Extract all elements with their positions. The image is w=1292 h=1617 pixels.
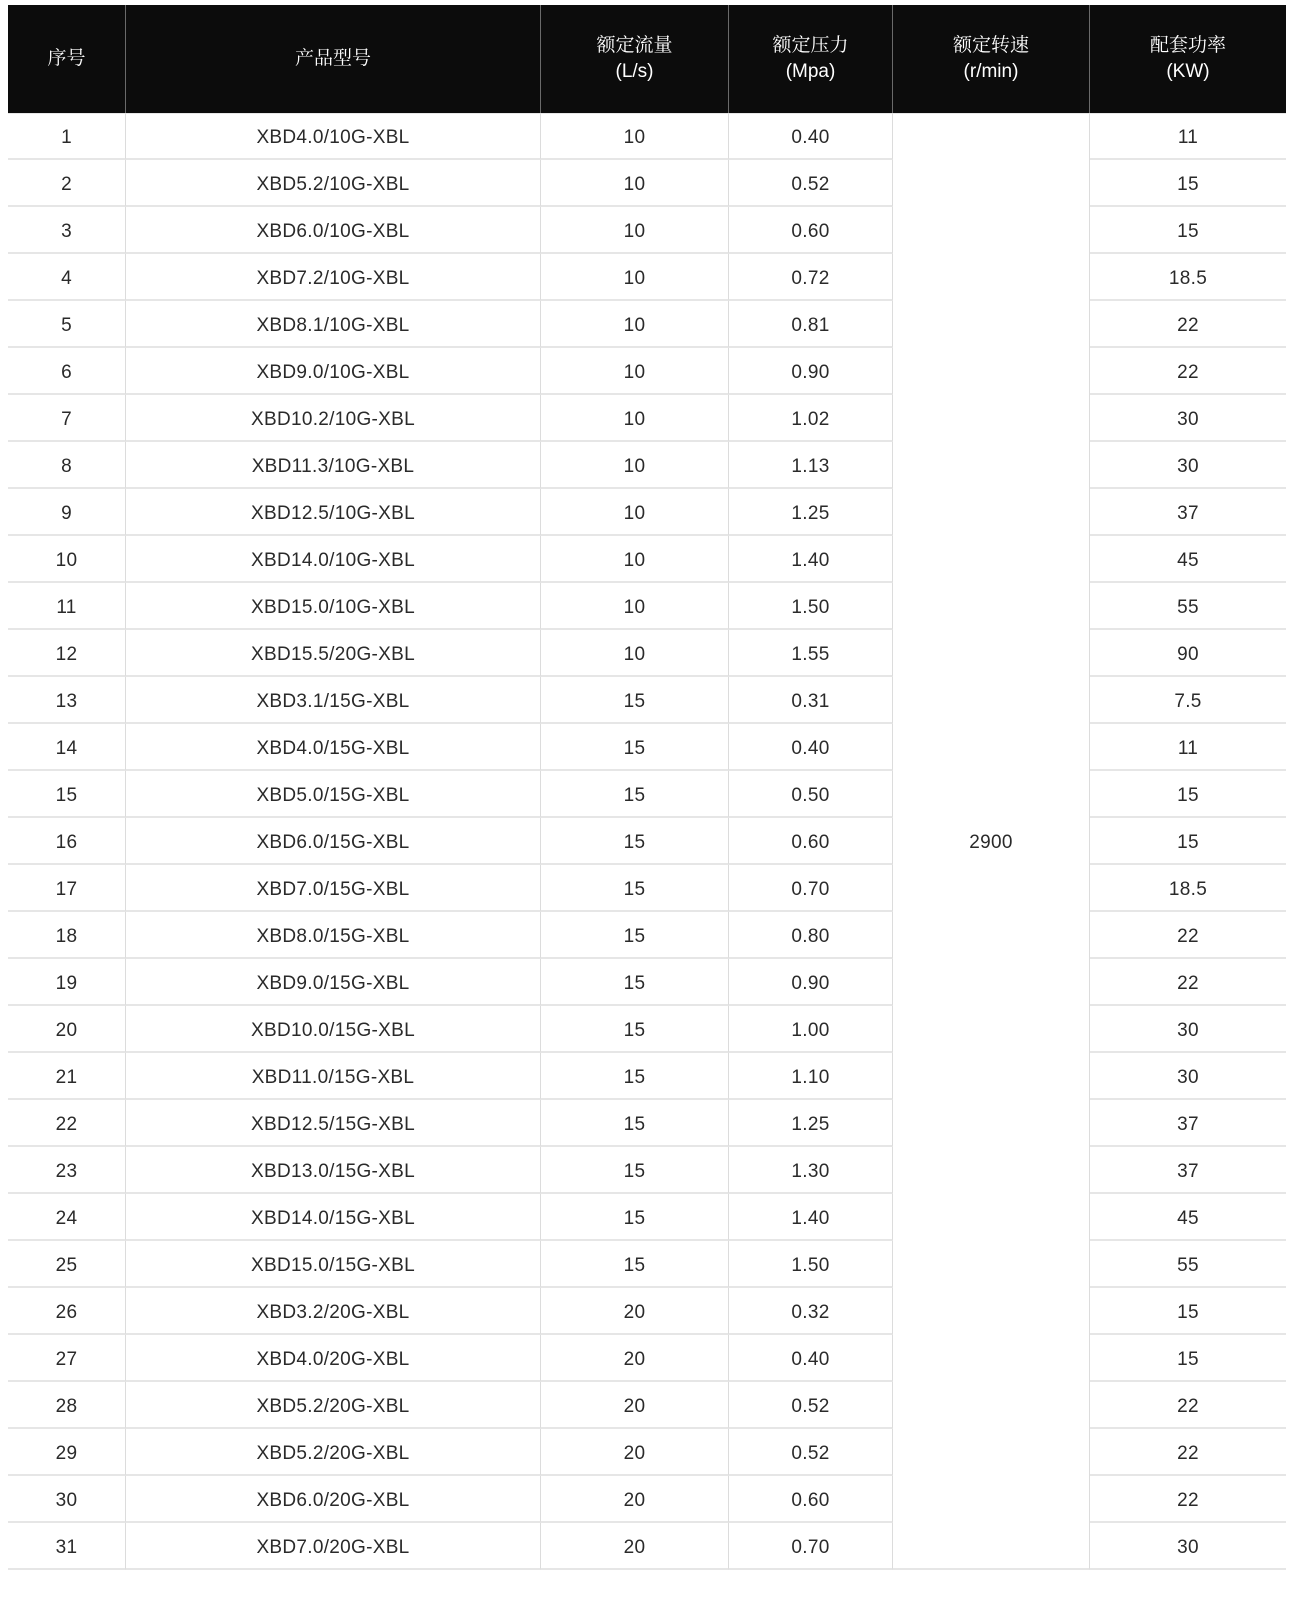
rated-flow-cell: 20: [541, 1382, 729, 1429]
rated-speed-cell: 2900: [893, 113, 1090, 1570]
rated-pressure-cell: 1.50: [729, 1241, 893, 1288]
header-unit: (Mpa): [785, 61, 836, 82]
model-cell: XBD10.2/10G-XBL: [126, 395, 541, 442]
rated-flow-cell: 20: [541, 1335, 729, 1382]
model-cell: XBD13.0/15G-XBL: [126, 1147, 541, 1194]
serial-no-cell: 13: [8, 677, 126, 724]
rated-pressure-cell: 0.81: [729, 301, 893, 348]
serial-no-cell: 12: [8, 630, 126, 677]
matching-power-cell: 18.5: [1090, 254, 1286, 301]
table-row: [8, 442, 1286, 489]
spec-table-container: [8, 5, 1286, 1570]
table-row: [8, 1147, 1286, 1194]
serial-no-cell: 9: [8, 489, 126, 536]
serial-no-cell: 4: [8, 254, 126, 301]
rated-pressure-cell: 1.50: [729, 583, 893, 630]
serial-no-cell: 20: [8, 1006, 126, 1053]
table-row: [8, 865, 1286, 912]
table-row: [8, 1194, 1286, 1241]
matching-power-cell: 22: [1090, 959, 1286, 1006]
rated-flow-cell: 10: [541, 113, 729, 160]
rated-pressure-cell: 1.40: [729, 1194, 893, 1241]
rated-flow-cell: 10: [541, 442, 729, 489]
table-row: [8, 1476, 1286, 1523]
header-label: 配套功率: [1149, 35, 1226, 56]
header-rated-speed: [893, 5, 1090, 113]
matching-power-cell: 15: [1090, 771, 1286, 818]
rated-pressure-cell: 0.52: [729, 1382, 893, 1429]
rated-flow-cell: 15: [541, 959, 729, 1006]
matching-power-cell: 37: [1090, 1147, 1286, 1194]
matching-power-cell: 22: [1090, 912, 1286, 959]
serial-no-cell: 21: [8, 1053, 126, 1100]
serial-no-cell: 23: [8, 1147, 126, 1194]
serial-no-cell: 31: [8, 1523, 126, 1570]
rated-pressure-cell: 0.72: [729, 254, 893, 301]
rated-pressure-cell: 0.31: [729, 677, 893, 724]
rated-pressure-cell: 0.40: [729, 1335, 893, 1382]
table-row: [8, 301, 1286, 348]
rated-flow-cell: 20: [541, 1476, 729, 1523]
serial-no-cell: 5: [8, 301, 126, 348]
header-label: 序号: [47, 48, 86, 69]
model-cell: XBD8.1/10G-XBL: [126, 301, 541, 348]
header-unit: (KW): [1166, 61, 1210, 82]
matching-power-cell: 30: [1090, 1006, 1286, 1053]
matching-power-cell: 45: [1090, 1194, 1286, 1241]
rated-flow-cell: 10: [541, 254, 729, 301]
table-row: [8, 254, 1286, 301]
rated-pressure-cell: 1.25: [729, 1100, 893, 1147]
serial-no-cell: 26: [8, 1288, 126, 1335]
rated-flow-cell: 20: [541, 1523, 729, 1570]
rated-pressure-cell: 0.40: [729, 724, 893, 771]
model-cell: XBD15.0/10G-XBL: [126, 583, 541, 630]
header-label: 额定流量: [596, 35, 673, 56]
table-row: [8, 724, 1286, 771]
table-body: [8, 113, 1286, 1570]
model-cell: XBD15.0/15G-XBL: [126, 1241, 541, 1288]
matching-power-cell: 37: [1090, 489, 1286, 536]
rated-pressure-cell: 0.60: [729, 818, 893, 865]
model-cell: XBD10.0/15G-XBL: [126, 1006, 541, 1053]
model-cell: XBD4.0/10G-XBL: [126, 113, 541, 160]
serial-no-cell: 30: [8, 1476, 126, 1523]
rated-flow-cell: 10: [541, 207, 729, 254]
rated-pressure-cell: 0.90: [729, 959, 893, 1006]
serial-no-cell: 6: [8, 348, 126, 395]
model-cell: XBD11.3/10G-XBL: [126, 442, 541, 489]
header-rated-pressure: [729, 5, 893, 113]
model-cell: XBD5.2/20G-XBL: [126, 1382, 541, 1429]
serial-no-cell: 27: [8, 1335, 126, 1382]
model-cell: XBD9.0/10G-XBL: [126, 348, 541, 395]
rated-pressure-cell: 0.40: [729, 113, 893, 160]
matching-power-cell: 15: [1090, 818, 1286, 865]
table-row: [8, 771, 1286, 818]
model-cell: XBD12.5/10G-XBL: [126, 489, 541, 536]
header-model: [126, 5, 541, 113]
rated-pressure-cell: 1.40: [729, 536, 893, 583]
table-row: [8, 160, 1286, 207]
matching-power-cell: 30: [1090, 1053, 1286, 1100]
matching-power-cell: 55: [1090, 583, 1286, 630]
matching-power-cell: 30: [1090, 442, 1286, 489]
model-cell: XBD5.0/15G-XBL: [126, 771, 541, 818]
model-cell: XBD3.2/20G-XBL: [126, 1288, 541, 1335]
rated-flow-cell: 15: [541, 818, 729, 865]
rated-flow-cell: 20: [541, 1288, 729, 1335]
table-row: [8, 1288, 1286, 1335]
rated-flow-cell: 15: [541, 771, 729, 818]
matching-power-cell: 22: [1090, 1382, 1286, 1429]
rated-flow-cell: 10: [541, 583, 729, 630]
rated-pressure-cell: 0.52: [729, 1429, 893, 1476]
matching-power-cell: 18.5: [1090, 865, 1286, 912]
rated-flow-cell: 15: [541, 1053, 729, 1100]
serial-no-cell: 25: [8, 1241, 126, 1288]
model-cell: XBD4.0/20G-XBL: [126, 1335, 541, 1382]
serial-no-cell: 11: [8, 583, 126, 630]
header-unit: (L/s): [615, 61, 654, 82]
rated-pressure-cell: 0.32: [729, 1288, 893, 1335]
rated-pressure-cell: 0.60: [729, 207, 893, 254]
table-row: [8, 1335, 1286, 1382]
matching-power-cell: 11: [1090, 113, 1286, 160]
serial-no-cell: 14: [8, 724, 126, 771]
rated-flow-cell: 15: [541, 1100, 729, 1147]
matching-power-cell: 22: [1090, 1429, 1286, 1476]
serial-no-cell: 24: [8, 1194, 126, 1241]
table-row: [8, 1382, 1286, 1429]
matching-power-cell: 11: [1090, 724, 1286, 771]
rated-pressure-cell: 1.13: [729, 442, 893, 489]
header-label: 产品型号: [294, 48, 371, 69]
matching-power-cell: 30: [1090, 1523, 1286, 1570]
rated-pressure-cell: 1.00: [729, 1006, 893, 1053]
matching-power-cell: 37: [1090, 1100, 1286, 1147]
table-row: [8, 1100, 1286, 1147]
serial-no-cell: 1: [8, 113, 126, 160]
table-row: [8, 1006, 1286, 1053]
rated-flow-cell: 10: [541, 395, 729, 442]
serial-no-cell: 15: [8, 771, 126, 818]
model-cell: XBD8.0/15G-XBL: [126, 912, 541, 959]
rated-flow-cell: 15: [541, 1147, 729, 1194]
model-cell: XBD5.2/20G-XBL: [126, 1429, 541, 1476]
model-cell: XBD4.0/15G-XBL: [126, 724, 541, 771]
table-row: [8, 912, 1286, 959]
rated-pressure-cell: 0.70: [729, 1523, 893, 1570]
table-row: [8, 630, 1286, 677]
model-cell: XBD7.2/10G-XBL: [126, 254, 541, 301]
table-row: [8, 677, 1286, 724]
table-row: [8, 1053, 1286, 1100]
table-row: [8, 959, 1286, 1006]
rated-flow-cell: 20: [541, 1429, 729, 1476]
rated-pressure-cell: 0.70: [729, 865, 893, 912]
rated-pressure-cell: 0.90: [729, 348, 893, 395]
table-row: [8, 395, 1286, 442]
matching-power-cell: 90: [1090, 630, 1286, 677]
model-cell: XBD14.0/15G-XBL: [126, 1194, 541, 1241]
table-row: [8, 818, 1286, 865]
model-cell: XBD14.0/10G-XBL: [126, 536, 541, 583]
model-cell: XBD3.1/15G-XBL: [126, 677, 541, 724]
rated-pressure-cell: 1.25: [729, 489, 893, 536]
table-header: [8, 5, 1286, 113]
model-cell: XBD6.0/20G-XBL: [126, 1476, 541, 1523]
matching-power-cell: 22: [1090, 301, 1286, 348]
matching-power-cell: 7.5: [1090, 677, 1286, 724]
rated-flow-cell: 15: [541, 912, 729, 959]
rated-flow-cell: 10: [541, 536, 729, 583]
serial-no-cell: 16: [8, 818, 126, 865]
serial-no-cell: 8: [8, 442, 126, 489]
rated-flow-cell: 15: [541, 677, 729, 724]
matching-power-cell: 15: [1090, 207, 1286, 254]
serial-no-cell: 2: [8, 160, 126, 207]
matching-power-cell: 15: [1090, 160, 1286, 207]
header-rated-flow: [541, 5, 729, 113]
serial-no-cell: 17: [8, 865, 126, 912]
table-row: [8, 489, 1286, 536]
rated-flow-cell: 15: [541, 1241, 729, 1288]
table-row: [8, 113, 1286, 160]
matching-power-cell: 22: [1090, 1476, 1286, 1523]
pump-spec-table: [8, 5, 1286, 1570]
table-row: [8, 1241, 1286, 1288]
model-cell: XBD15.5/20G-XBL: [126, 630, 541, 677]
model-cell: XBD12.5/15G-XBL: [126, 1100, 541, 1147]
model-cell: XBD7.0/20G-XBL: [126, 1523, 541, 1570]
rated-pressure-cell: 1.02: [729, 395, 893, 442]
rated-flow-cell: 10: [541, 160, 729, 207]
serial-no-cell: 22: [8, 1100, 126, 1147]
header-serial-no: [8, 5, 126, 113]
serial-no-cell: 29: [8, 1429, 126, 1476]
matching-power-cell: 55: [1090, 1241, 1286, 1288]
rated-flow-cell: 15: [541, 865, 729, 912]
model-cell: XBD11.0/15G-XBL: [126, 1053, 541, 1100]
serial-no-cell: 19: [8, 959, 126, 1006]
table-row: [8, 1523, 1286, 1570]
serial-no-cell: 7: [8, 395, 126, 442]
table-row: [8, 207, 1286, 254]
rated-flow-cell: 15: [541, 724, 729, 771]
rated-flow-cell: 15: [541, 1194, 729, 1241]
serial-no-cell: 10: [8, 536, 126, 583]
rated-flow-cell: 10: [541, 489, 729, 536]
header-matching-power: [1090, 5, 1286, 113]
model-cell: XBD5.2/10G-XBL: [126, 160, 541, 207]
table-row: [8, 1429, 1286, 1476]
model-cell: XBD6.0/15G-XBL: [126, 818, 541, 865]
rated-pressure-cell: 1.55: [729, 630, 893, 677]
matching-power-cell: 22: [1090, 348, 1286, 395]
serial-no-cell: 3: [8, 207, 126, 254]
model-cell: XBD7.0/15G-XBL: [126, 865, 541, 912]
header-row: [8, 5, 1286, 113]
model-cell: XBD9.0/15G-XBL: [126, 959, 541, 1006]
rated-flow-cell: 15: [541, 1006, 729, 1053]
rated-pressure-cell: 0.80: [729, 912, 893, 959]
matching-power-cell: 45: [1090, 536, 1286, 583]
matching-power-cell: 30: [1090, 395, 1286, 442]
serial-no-cell: 28: [8, 1382, 126, 1429]
matching-power-cell: 15: [1090, 1335, 1286, 1382]
rated-pressure-cell: 0.60: [729, 1476, 893, 1523]
model-cell: XBD6.0/10G-XBL: [126, 207, 541, 254]
matching-power-cell: 15: [1090, 1288, 1286, 1335]
rated-flow-cell: 10: [541, 301, 729, 348]
rated-pressure-cell: 1.30: [729, 1147, 893, 1194]
header-unit: (r/min): [963, 61, 1019, 82]
serial-no-cell: 18: [8, 912, 126, 959]
rated-flow-cell: 10: [541, 630, 729, 677]
rated-pressure-cell: 1.10: [729, 1053, 893, 1100]
rated-flow-cell: 10: [541, 348, 729, 395]
table-row: [8, 536, 1286, 583]
header-label: 额定压力: [772, 35, 849, 56]
table-row: [8, 348, 1286, 395]
table-row: [8, 583, 1286, 630]
rated-pressure-cell: 0.52: [729, 160, 893, 207]
header-label: 额定转速: [952, 35, 1029, 56]
rated-pressure-cell: 0.50: [729, 771, 893, 818]
